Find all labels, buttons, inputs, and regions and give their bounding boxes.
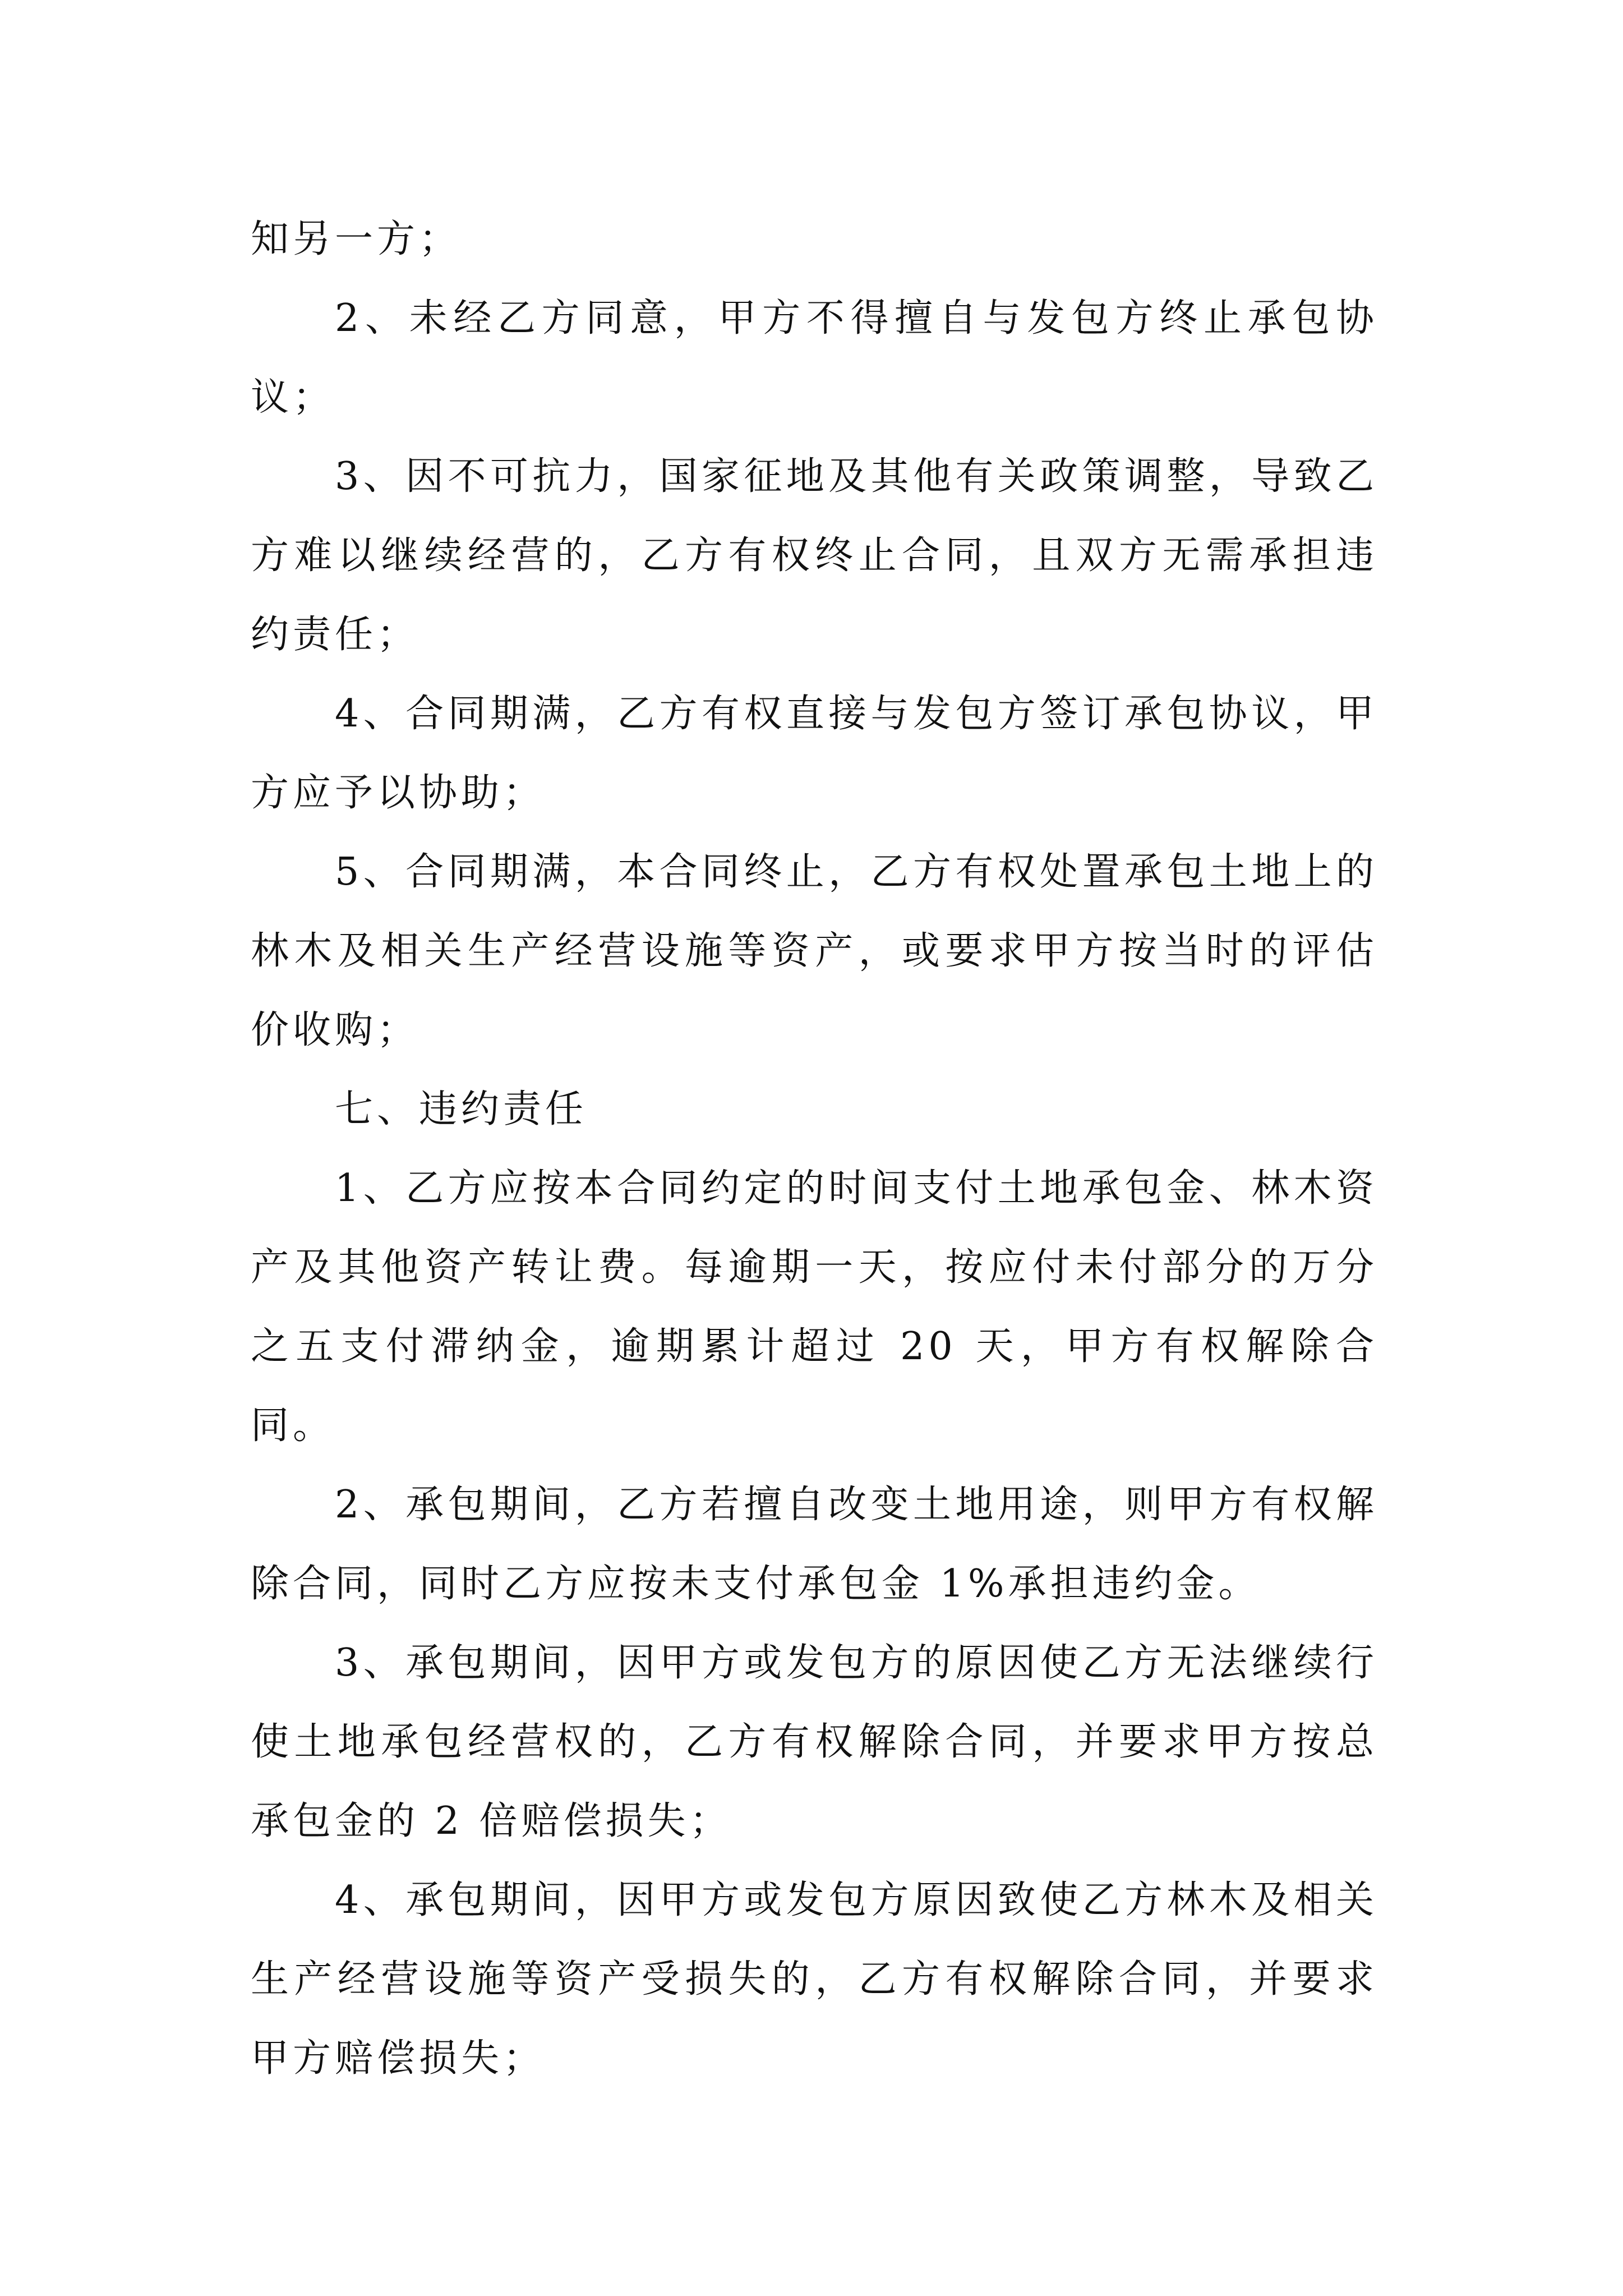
paragraph: 4、合同期满，乙方有权直接与发包方签订承包协议，甲方应予以协助；	[251, 692, 1378, 815]
paragraph: 3、因不可抗力，国家征地及其他有关政策调整，导致乙方难以继续经营的，乙方有权终止合同，且双方无需承担违约责任；	[251, 454, 1378, 657]
paragraph: 5、合同期满，本合同终止，乙方有权处置承包土地上的林木及相关生产经营设施等资产，或要求甲方按当时的评估价收购；	[251, 850, 1378, 1052]
section-heading: 七、违约责任	[335, 1087, 588, 1131]
paragraph: 1、乙方应按本合同约定的时间支付土地承包金、林木资产及其他资产转让费。每逾期一天，按应付未付部分的万分之五支付滞纳金，逾期累计超过 20 天，甲方有权解除合同。	[251, 1166, 1378, 1448]
paragraph: 4、承包期间，因甲方或发包方原因致使乙方林木及相关生产经营设施等资产受损失的，乙方有权解除合同，并要求甲方赔偿损失；	[251, 1878, 1378, 2081]
paragraph: 知另一方；	[251, 217, 462, 261]
document-body	[251, 200, 1378, 2098]
paragraph: 2、未经乙方同意，甲方不得擅自与发包方终止承包协议；	[251, 296, 1378, 420]
paragraph: 2、承包期间，乙方若擅自改变土地用途，则甲方有权解除合同，同时乙方应按未支付承包金 1%承担违约金。	[251, 1483, 1378, 1606]
paragraph: 3、承包期间，因甲方或发包方的原因使乙方无法继续行使土地承包经营权的，乙方有权解除合同，并要求甲方按总承包金的 2 倍赔偿损失；	[251, 1641, 1378, 1843]
